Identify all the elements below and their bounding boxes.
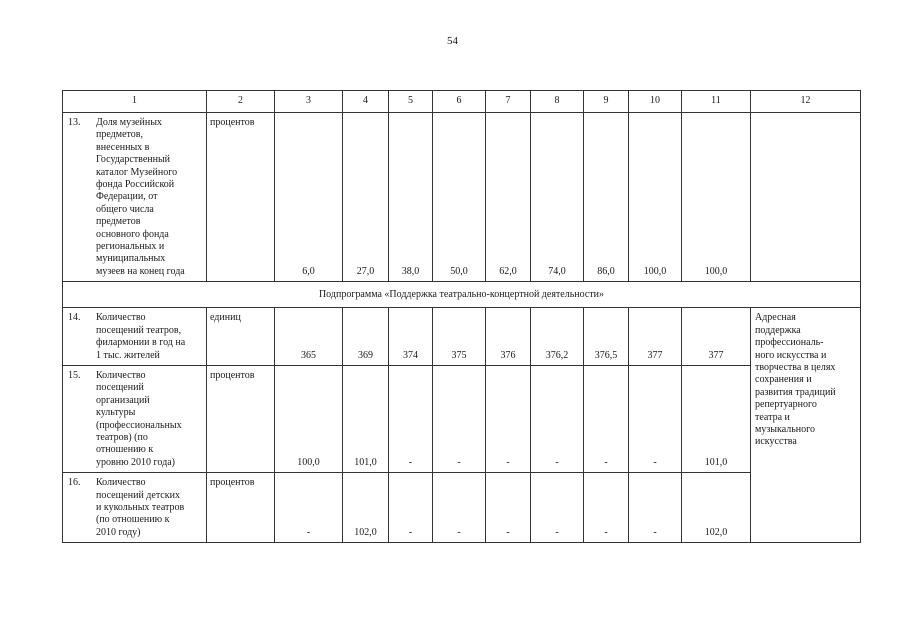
unit-cell: процентов [207, 113, 275, 282]
page-number: 54 [447, 35, 458, 47]
indicator-line: (по отношению к [96, 514, 170, 526]
value-cell: - [629, 473, 682, 543]
indicator-line: Доля музейных [96, 117, 162, 128]
indicator-cell [63, 365, 207, 472]
indicator-line: уровню 2010 года) [96, 456, 175, 468]
subprogram-title: Подпрограмма «Поддержка театрально-концертной деятельности» [63, 282, 861, 308]
value-cell: 376 [486, 308, 531, 366]
value-cell: - [389, 365, 433, 472]
header-cell: 12 [751, 91, 861, 113]
value-cell: 100,0 [629, 113, 682, 282]
table-row [63, 473, 861, 543]
value-cell: 101,0 [682, 365, 751, 472]
header-cell: 2 [207, 91, 275, 113]
value-cell: 369 [343, 308, 389, 366]
value-cell: 86,0 [584, 113, 629, 282]
value-cell: 38,0 [389, 113, 433, 282]
note-line: развития традиций [755, 386, 836, 398]
indicators-table [62, 90, 861, 543]
header-cell: 10 [629, 91, 682, 113]
value-cell: 50,0 [433, 113, 486, 282]
row-number: 14. [68, 312, 81, 324]
note-line: сохранения и [755, 374, 812, 386]
note-line: искусства [755, 436, 797, 448]
note-cell [751, 308, 861, 543]
header-cell: 4 [343, 91, 389, 113]
indicator-line: культуры [96, 407, 136, 419]
header-cell: 8 [531, 91, 584, 113]
subprogram-row [63, 282, 861, 308]
indicator-line: отношению к [96, 444, 154, 456]
indicator-line: театров) (по [96, 431, 148, 443]
indicator-line: и кукольных театров [96, 501, 185, 513]
value-cell: - [275, 473, 343, 543]
value-cell: 27,0 [343, 113, 389, 282]
value-cell: - [486, 365, 531, 472]
indicator-line: предметов, [96, 129, 143, 141]
indicator-cell [63, 473, 207, 543]
indicator-line: посещений детских [96, 489, 180, 501]
unit-cell: процентов [207, 365, 275, 472]
value-cell: 374 [389, 308, 433, 366]
value-cell: 377 [682, 308, 751, 366]
table-row [63, 365, 861, 472]
unit-cell: процентов [207, 473, 275, 543]
indicator-line: Количество [96, 312, 146, 324]
unit-cell: единиц [207, 308, 275, 366]
note-line: музыкального [755, 423, 815, 435]
header-cell: 6 [433, 91, 486, 113]
indicator-line: основного фонда [96, 228, 169, 240]
row-number: 16. [68, 477, 81, 489]
value-cell: 102,0 [343, 473, 389, 543]
value-cell: - [433, 365, 486, 472]
note-line: поддержка [755, 324, 801, 336]
header-cell: 3 [275, 91, 343, 113]
indicator-line: общего числа [96, 203, 154, 215]
indicator-line: посещений театров, [96, 324, 182, 336]
note-line: театра и [755, 411, 790, 423]
header-cell: 7 [486, 91, 531, 113]
indicator-line: Количество [96, 369, 146, 381]
value-cell: - [584, 365, 629, 472]
value-cell: - [531, 365, 584, 472]
row-number: 13. [68, 117, 81, 128]
header-cell: 9 [584, 91, 629, 113]
note-cell [751, 113, 861, 282]
indicator-line: внесенных в [96, 141, 150, 153]
indicator-cell [63, 113, 207, 282]
indicator-line: фонда Российской [96, 179, 175, 191]
indicator-line: организаций [96, 394, 150, 406]
header-cell: 11 [682, 91, 751, 113]
header-cell: 5 [389, 91, 433, 113]
indicator-line: 1 тыс. жителей [96, 349, 160, 361]
value-cell: - [531, 473, 584, 543]
value-cell: 101,0 [343, 365, 389, 472]
indicator-line: филармонии в год на [96, 337, 186, 349]
indicator-line: музеев на конец года [96, 265, 185, 277]
value-cell: - [584, 473, 629, 543]
note-line: творчества в целях [755, 361, 836, 373]
value-cell: 62,0 [486, 113, 531, 282]
value-cell: 74,0 [531, 113, 584, 282]
value-cell: 100,0 [682, 113, 751, 282]
indicator-line: каталог Музейного [96, 166, 178, 178]
table-row [63, 113, 861, 282]
header-row [63, 91, 861, 113]
indicator-line: посещений [96, 382, 144, 394]
indicator-cell [63, 308, 207, 366]
header-cell: 1 [63, 91, 207, 113]
note-line: репертуарного [755, 399, 817, 411]
value-cell: - [629, 365, 682, 472]
value-cell: 6,0 [275, 113, 343, 282]
note-line: ного искусства и [755, 349, 827, 361]
value-cell: 376,5 [584, 308, 629, 366]
value-cell: - [486, 473, 531, 543]
value-cell: - [433, 473, 486, 543]
indicator-line: Количество [96, 477, 146, 489]
indicator-line: предметов [96, 216, 141, 228]
indicator-line: 2010 году) [96, 526, 141, 538]
row-number: 15. [68, 369, 81, 381]
value-cell: 376,2 [531, 308, 584, 366]
value-cell: 365 [275, 308, 343, 366]
value-cell: - [389, 473, 433, 543]
value-cell: 375 [433, 308, 486, 366]
note-line: Адресная [755, 312, 796, 324]
indicator-line: региональных и [96, 241, 165, 253]
indicator-line: Государственный [96, 154, 171, 166]
indicator-line: (профессиональных [96, 419, 182, 431]
indicator-line: Федерации, от [96, 191, 158, 203]
note-line: профессиональ- [755, 337, 824, 349]
value-cell: 377 [629, 308, 682, 366]
value-cell: 100,0 [275, 365, 343, 472]
indicator-line: муниципальных [96, 253, 166, 265]
value-cell: 102,0 [682, 473, 751, 543]
table-row [63, 308, 861, 366]
